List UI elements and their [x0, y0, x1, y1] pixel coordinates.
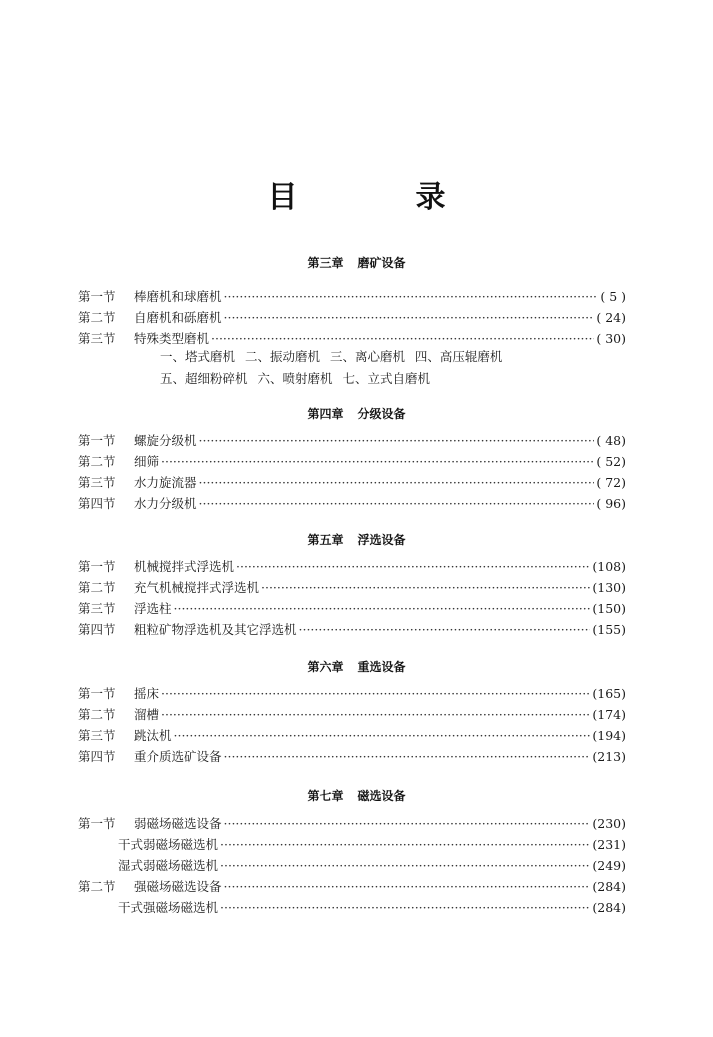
leader-dots — [261, 579, 590, 597]
leader-dots — [174, 727, 591, 745]
chapter-number: 第六章 — [307, 660, 344, 674]
chapter-number: 第七章 — [307, 789, 344, 803]
page-number: (231) — [592, 837, 626, 852]
toc-entry[interactable] — [78, 453, 626, 471]
section-number: 第二节 — [78, 879, 116, 894]
page-number: (150) — [592, 601, 626, 616]
leader-dots — [299, 621, 591, 639]
page-number: ( 48) — [596, 433, 626, 448]
section-title: 湿式弱磁场磁选机 — [118, 858, 219, 873]
leader-dots — [199, 495, 595, 513]
toc-entry[interactable] — [78, 878, 626, 896]
section-title: 摇床 — [134, 686, 160, 701]
section-number: 第一节 — [78, 686, 116, 701]
toc-entry[interactable] — [78, 600, 626, 618]
section-title: 自磨机和砾磨机 — [134, 310, 222, 325]
page-number: (284) — [592, 879, 626, 894]
page-number: (230) — [592, 816, 626, 831]
section-title: 充气机械搅拌式浮选机 — [134, 580, 260, 595]
toc-entry[interactable] — [78, 621, 626, 639]
toc-entry[interactable] — [78, 706, 626, 724]
page-number: (108) — [592, 559, 626, 574]
section-title: 细筛 — [134, 454, 160, 469]
toc-entry[interactable] — [78, 685, 626, 703]
leader-dots — [220, 899, 590, 917]
section-title: 重介质选矿设备 — [134, 749, 222, 764]
section-title: 弱磁场磁选设备 — [134, 816, 222, 831]
toc-entry[interactable] — [78, 748, 626, 766]
leader-dots — [224, 309, 595, 327]
chapter-heading — [0, 787, 713, 804]
toc-entry[interactable] — [78, 495, 626, 513]
leader-dots — [224, 815, 591, 833]
page-number: ( 24) — [596, 310, 626, 325]
section-title: 浮选柱 — [134, 601, 172, 616]
section-title: 粗粒矿物浮选机及其它浮选机 — [134, 622, 297, 637]
subsection-list: 一、塔式磨机 二、振动磨机 三、离心磨机 四、高压辊磨机 — [160, 349, 503, 364]
chapter-number: 第三章 — [307, 256, 344, 270]
page-number: ( 52) — [596, 454, 626, 469]
page-number: (174) — [592, 707, 626, 722]
section-number: 第四节 — [78, 496, 116, 511]
chapter-heading — [0, 405, 713, 422]
section-title: 特殊类型磨机 — [134, 331, 210, 346]
section-title: 干式强磁场磁选机 — [118, 900, 219, 915]
section-number: 第二节 — [78, 454, 116, 469]
section-number: 第一节 — [78, 559, 116, 574]
leader-dots — [224, 288, 599, 306]
leader-dots — [161, 453, 594, 471]
leader-dots — [161, 685, 590, 703]
page-number: (249) — [592, 858, 626, 873]
toc-entry[interactable] — [78, 309, 626, 327]
section-number: 第二节 — [78, 310, 116, 325]
toc-entry[interactable] — [78, 432, 626, 450]
page-number: ( 96) — [596, 496, 626, 511]
toc-entry[interactable] — [78, 836, 626, 854]
toc-entry[interactable] — [78, 727, 626, 745]
chapter-name: 磨矿设备 — [357, 256, 406, 270]
page-number: (213) — [592, 749, 626, 764]
chapter-name: 分级设备 — [357, 407, 406, 421]
section-number: 第二节 — [78, 707, 116, 722]
page-number: (155) — [592, 622, 626, 637]
section-title: 棒磨机和球磨机 — [134, 289, 222, 304]
page-number: (194) — [592, 728, 626, 743]
leader-dots — [199, 474, 595, 492]
toc-entry[interactable] — [78, 288, 626, 306]
page-number: (165) — [592, 686, 626, 701]
section-title: 跳汰机 — [134, 728, 172, 743]
section-number: 第一节 — [78, 289, 116, 304]
section-number: 第三节 — [78, 331, 116, 346]
section-title: 螺旋分级机 — [134, 433, 197, 448]
chapter-name: 重选设备 — [357, 660, 406, 674]
toc-entry[interactable] — [78, 474, 626, 492]
section-number: 第二节 — [78, 580, 116, 595]
section-title: 干式弱磁场磁选机 — [118, 837, 219, 852]
page-number: ( 30) — [596, 331, 626, 346]
toc-entry[interactable] — [78, 857, 626, 875]
page-number: ( 5 ) — [600, 289, 626, 304]
subsection-list: 五、超细粉碎机 六、喷射磨机 七、立式自磨机 — [160, 371, 430, 386]
section-number: 第四节 — [78, 622, 116, 637]
section-title: 溜槽 — [134, 707, 160, 722]
toc-entry[interactable] — [78, 330, 626, 348]
section-title: 水力旋流器 — [134, 475, 197, 490]
leader-dots — [224, 878, 591, 896]
leader-dots — [174, 600, 591, 618]
chapter-number: 第五章 — [307, 533, 344, 547]
toc-entry[interactable] — [78, 815, 626, 833]
section-title: 机械搅拌式浮选机 — [134, 559, 235, 574]
chapter-heading — [0, 658, 713, 675]
leader-dots — [220, 836, 590, 854]
leader-dots — [211, 330, 594, 348]
section-number: 第四节 — [78, 749, 116, 764]
chapter-heading — [0, 254, 713, 271]
section-title: 强磁场磁选设备 — [134, 879, 222, 894]
section-number: 第三节 — [78, 601, 116, 616]
chapter-heading — [0, 531, 713, 548]
chapter-number: 第四章 — [307, 407, 344, 421]
leader-dots — [224, 748, 591, 766]
leader-dots — [199, 432, 595, 450]
page-number: (284) — [592, 900, 626, 915]
leader-dots — [161, 706, 590, 724]
section-number: 第三节 — [78, 475, 116, 490]
toc-entry[interactable] — [78, 899, 626, 917]
section-number: 第一节 — [78, 816, 116, 831]
page-title: 目 录 — [267, 180, 490, 215]
section-number: 第三节 — [78, 728, 116, 743]
chapter-name: 浮选设备 — [357, 533, 406, 547]
leader-dots — [220, 857, 590, 875]
section-title: 水力分级机 — [134, 496, 197, 511]
chapter-name: 磁选设备 — [357, 789, 406, 803]
page-number: (130) — [592, 580, 626, 595]
leader-dots — [236, 558, 590, 576]
section-number: 第一节 — [78, 433, 116, 448]
toc-entry[interactable] — [78, 558, 626, 576]
toc-entry[interactable] — [78, 579, 626, 597]
page-number: ( 72) — [596, 475, 626, 490]
